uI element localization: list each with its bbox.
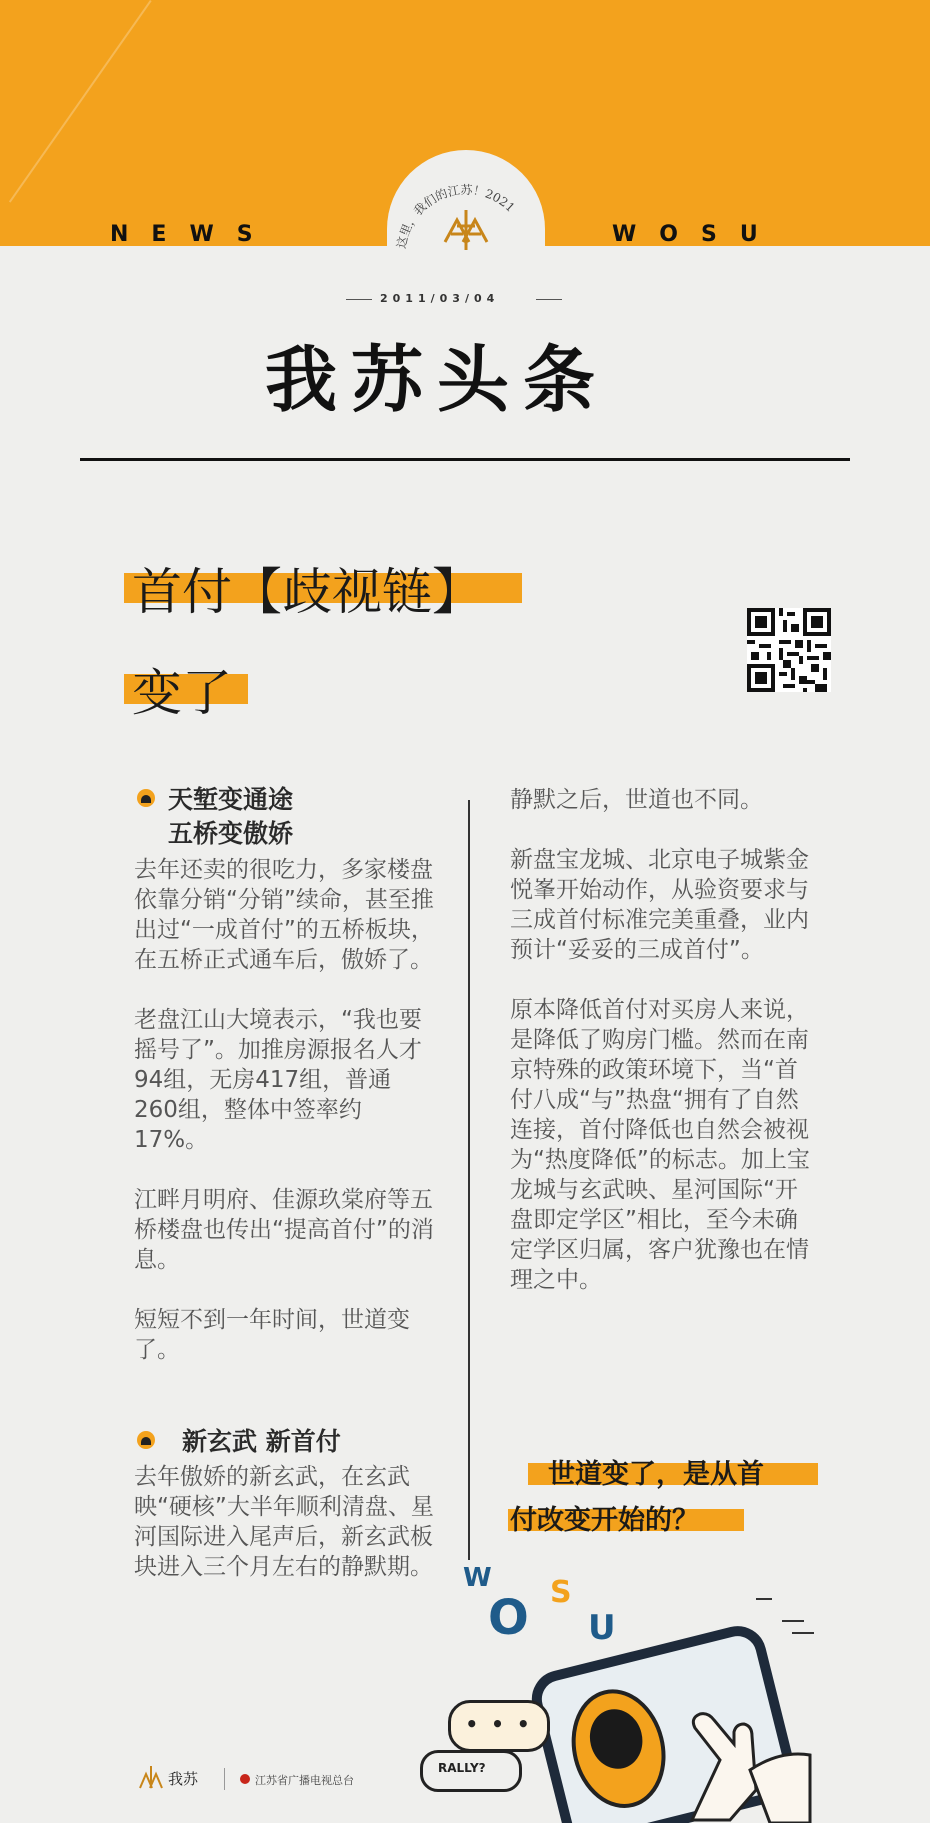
issue-date: 2011/03/04	[380, 292, 500, 305]
date-right-dash	[536, 299, 562, 300]
section1-heading-line2: 五桥变傲娇	[168, 819, 294, 848]
page-headline: 我苏头条	[265, 337, 610, 422]
paragraph: 去年还卖的很吃力，多家楼盘依靠分销“分销”续命，甚至推出过“一成首付”的五桥板块，在五桥正式通车后，傲娇了。	[134, 857, 434, 973]
phone-hand-icon	[520, 1620, 820, 1823]
footer-brand: 我苏	[168, 1770, 199, 1788]
headline-rule	[80, 458, 850, 461]
footer-brand-icon	[138, 1764, 164, 1790]
paragraph: 去年傲娇的新玄武，在玄武映“硬核”大半年顺利清盘、星河国际进入尾声后，新玄武板块进入三个月左右的静默期。	[134, 1464, 434, 1580]
illustration-letter: O	[488, 1590, 529, 1646]
question-line2: 付改变开始的？	[510, 1505, 699, 1536]
article-title-line2: 变了	[132, 664, 232, 722]
column-divider	[468, 800, 470, 1560]
paragraph: 新盘宝龙城、北京电子城紫金悦峯开始动作，从验资要求与三成首付标准完美重叠，业内预计“妥妥的三成首付”。	[510, 847, 809, 963]
bubble-dots: • • •	[465, 1712, 533, 1736]
rally-label: RALLY?	[438, 1761, 486, 1775]
question-line1: 世道变了，是从首	[548, 1459, 764, 1490]
paragraph: 静默之后，世道也不同。	[510, 787, 763, 813]
section-bullet-icon	[137, 1431, 155, 1449]
paragraph: 短短不到一年时间，世道变了。	[134, 1307, 410, 1363]
paragraph: 老盘江山大境表示，“我也要摇号了”。加推房源报名人才94组，无房417组，普通260组，整体中签率约17%。	[134, 1007, 422, 1153]
section-bullet-icon	[137, 789, 155, 807]
paragraph: 原本降低首付对买房人来说，是降低了购房门槛。然而在南京特殊的政策环境下，当“首付八成“与”热盘“拥有了自然连接，首付降低也自然会被视为“热度降低”的标志。加上宝龙城与玄武映、星河国际“开盘即定学区”相比，至今未确定学区归属，客户犹豫也在情理之中。	[510, 997, 810, 1293]
illustration-letter: S	[550, 1575, 572, 1610]
paragraph: 江畔月明府、佳源玖棠府等五桥楼盘也传出“提高首付”的消息。	[134, 1187, 434, 1273]
section1-heading-line1: 天堑变通途	[168, 785, 294, 814]
qr-code-icon	[747, 608, 831, 692]
illustration-letter: U	[588, 1608, 616, 1648]
deco-dash	[756, 1598, 772, 1600]
footer-organization: 江苏省广播电视总台	[255, 1774, 354, 1787]
footer-separator	[224, 1768, 225, 1790]
emblem-arc-text: 这里，我们的江苏！2021	[394, 182, 518, 250]
article-title-line1: 首付【歧视链】	[132, 563, 482, 621]
left-column-section1-body	[134, 855, 434, 1365]
speech-bubble	[448, 1700, 550, 1752]
masthead-emblem	[387, 150, 545, 268]
masthead-news-word: NEWS	[110, 222, 276, 247]
right-column-body	[510, 785, 810, 1295]
emblem-logo-icon	[387, 150, 545, 268]
left-column-section2-body	[134, 1462, 434, 1582]
date-left-dash	[346, 299, 372, 300]
broadcaster-logo-icon	[240, 1774, 250, 1784]
illustration-letter: W	[463, 1563, 492, 1593]
masthead-wosu-word: WOSU	[612, 222, 781, 247]
section2-heading: 新玄武 新首付	[182, 1427, 341, 1456]
